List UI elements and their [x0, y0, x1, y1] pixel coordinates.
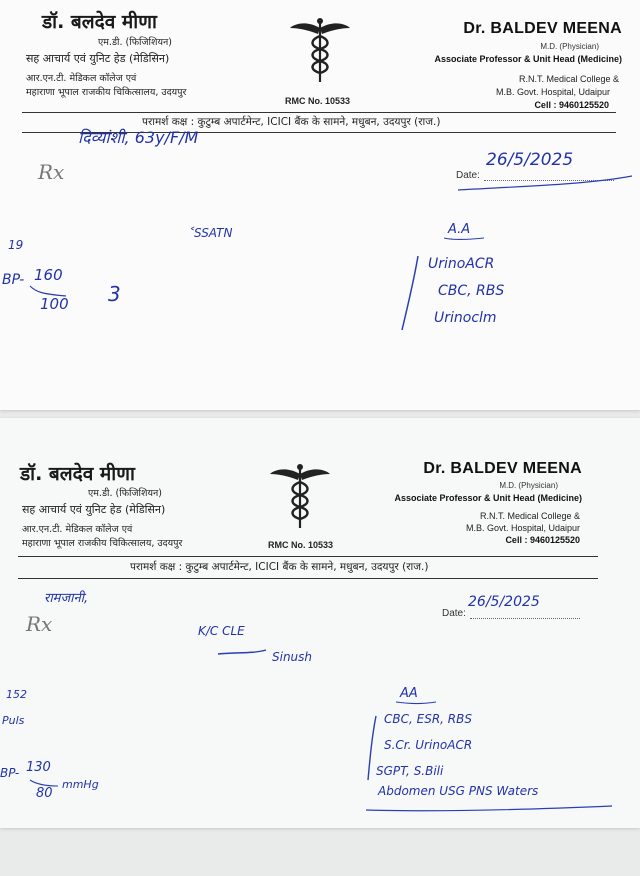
- prescription-sheet-2: [0, 418, 640, 828]
- hospital-hindi: महाराणा भूपाल राजकीय चिकित्सालय, उदयपुर: [22, 538, 183, 549]
- cell-number: Cell : 9460125520: [534, 100, 609, 110]
- hw-patient-name: रामजानी,: [44, 591, 89, 606]
- college-english: R.N.T. Medical College &: [479, 511, 580, 521]
- hw-bp-diastolic: 80: [36, 786, 53, 801]
- date-label: Date:: [442, 608, 466, 619]
- hw-complaint-2: Sinush: [272, 650, 313, 664]
- college-hindi: आर.एन.टी. मेडिकल कॉलेज एवं: [22, 524, 133, 535]
- doctor-title-hindi: सह आचार्य एवं युनिट हेड (मेडिसिन): [22, 503, 166, 516]
- doctor-title-english: Associate Professor & Unit Head (Medicine): [434, 54, 622, 64]
- hw-bp-label: BP-: [2, 272, 25, 288]
- hw-strokes-2: [0, 418, 640, 828]
- hw-advice-head: A.A: [448, 222, 471, 237]
- hw-bp-unit: mmHg: [62, 778, 99, 791]
- doctor-name-english: Dr. BALDEV MEENA: [423, 460, 582, 477]
- hw-bp-systolic: 130: [26, 760, 51, 775]
- date-label: Date:: [456, 170, 480, 181]
- doctor-name-hindi: डॉ. बलदेव मीणा: [20, 463, 135, 485]
- hw-side-1: 152: [6, 688, 27, 701]
- clinic-address: परामर्श कक्ष : कुटुम्ब अपार्टमेन्ट, ICICI बैंक के सामने, मधुबन, उदयपुर (राज.): [130, 561, 429, 573]
- hw-advice-3: SGPT, S.Bili: [376, 764, 444, 778]
- rx-symbol: Rx: [38, 160, 65, 184]
- hw-bp-systolic: 160: [34, 266, 63, 284]
- doctor-degree-english: M.D. (Physician): [499, 481, 558, 490]
- hw-bp-diastolic: 100: [40, 295, 69, 313]
- hw-strokes-1: [0, 0, 640, 410]
- hw-advice-4: Abdomen USG PNS Waters: [378, 784, 539, 798]
- clinic-address: परामर्श कक्ष : कुटुम्ब अपार्टमेन्ट, ICICI बैंक के सामने, मधुबन, उदयपुर (राज.): [142, 116, 441, 128]
- doctor-title-english: Associate Professor & Unit Head (Medicine): [394, 493, 582, 503]
- hw-complaint-1: K/C CLE: [198, 624, 245, 638]
- hw-complaint: ˂SSATN: [188, 226, 233, 240]
- rmc-number: RMC No. 10533: [268, 540, 334, 550]
- rmc-number: RMC No. 10533: [285, 96, 351, 106]
- rx-symbol: Rx: [26, 612, 53, 636]
- hw-advice-1: CBC, ESR, RBS: [384, 712, 472, 726]
- hospital-english: M.B. Govt. Hospital, Udaipur: [495, 87, 610, 97]
- hw-date: 26/5/2025: [486, 150, 574, 170]
- doctor-degree-english: M.D. (Physician): [540, 42, 599, 51]
- hw-vitals-top: 19: [8, 238, 24, 252]
- hospital-english: M.B. Govt. Hospital, Udaipur: [465, 523, 580, 533]
- doctor-name-hindi: डॉ. बलदेव मीणा: [42, 11, 157, 33]
- hw-side-2: Puls: [2, 714, 25, 727]
- doctor-degree-hindi: एम.डी. (फिजिशियन): [88, 488, 162, 499]
- hw-advice-head: AA: [400, 686, 418, 701]
- hw-advice-3: Urinoclm: [434, 310, 497, 326]
- hw-advice-2: S.Cr. UrinoACR: [384, 738, 473, 752]
- hw-mark: 3: [108, 282, 121, 306]
- doctor-title-hindi: सह आचार्य एवं युनिट हेड (मेडिसिन): [26, 52, 170, 65]
- hw-bp-label: BP-: [0, 766, 20, 780]
- hw-advice-1: UrinoACR: [428, 256, 495, 272]
- doctor-degree-hindi: एम.डी. (फिजिशियन): [98, 37, 172, 48]
- hw-advice-2: CBC, RBS: [438, 283, 505, 299]
- college-hindi: आर.एन.टी. मेडिकल कॉलेज एवं: [26, 73, 137, 84]
- doctor-name-english: Dr. BALDEV MEENA: [463, 20, 622, 37]
- hw-date: 26/5/2025: [468, 594, 540, 610]
- cell-number: Cell : 9460125520: [505, 535, 580, 545]
- prescription-sheet-1: [0, 0, 640, 410]
- hospital-hindi: महाराणा भूपाल राजकीय चिकित्सालय, उदयपुर: [26, 87, 187, 98]
- hw-patient-name: दिव्यांशी, 63y/F/M: [78, 128, 199, 147]
- college-english: R.N.T. Medical College &: [518, 74, 619, 84]
